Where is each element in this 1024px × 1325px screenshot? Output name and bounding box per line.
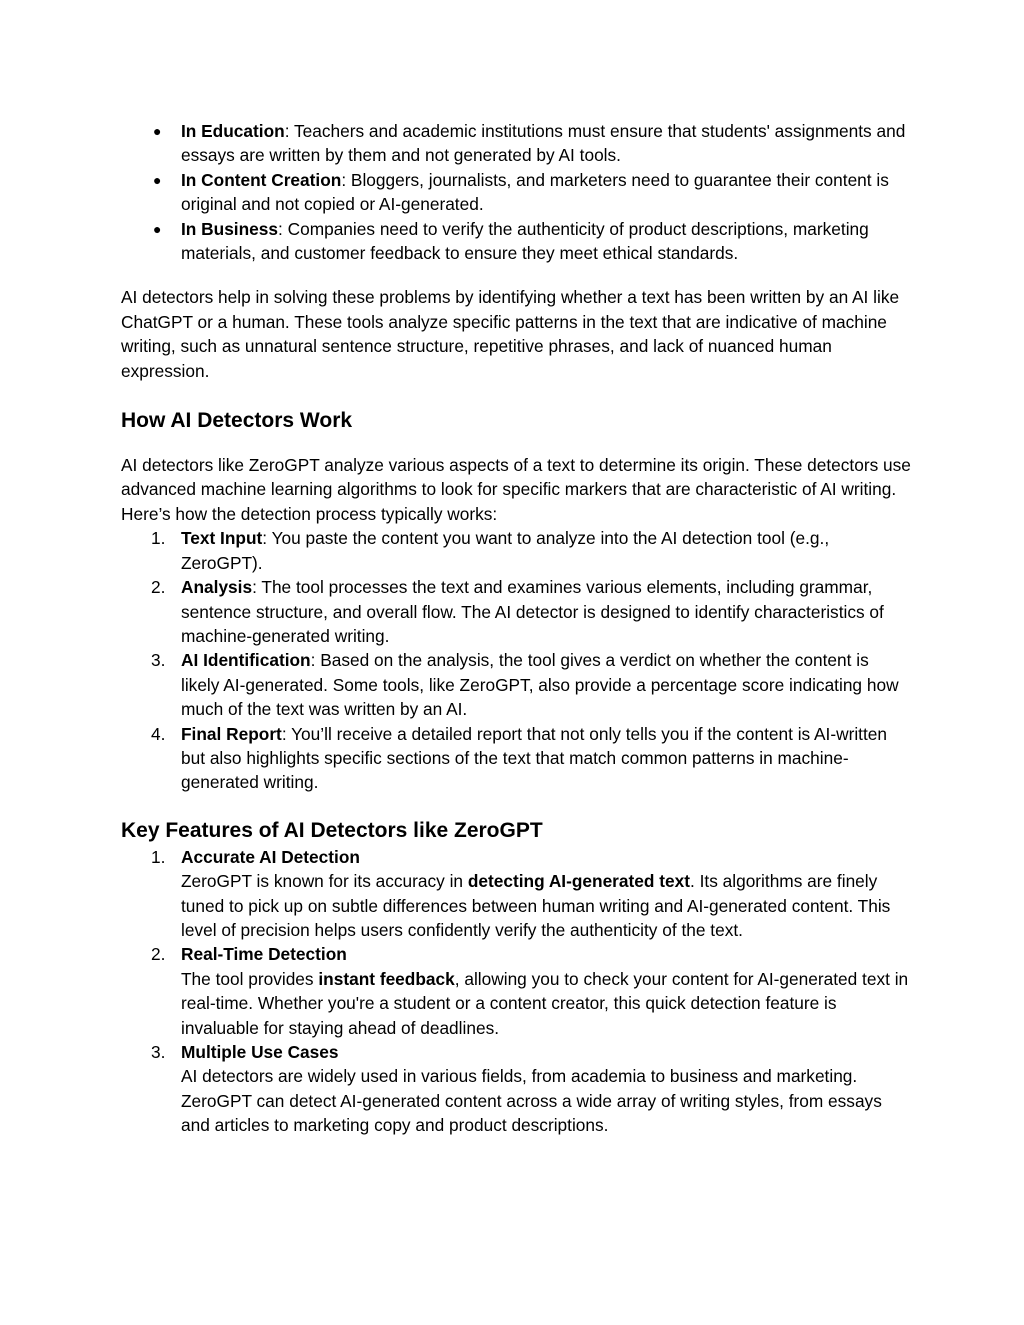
item-number: 1.: [151, 528, 166, 549]
list-item: [121, 119, 911, 168]
section-heading-how: How AI Detectors Work: [121, 409, 353, 433]
list-item: [121, 217, 911, 266]
item-text: : You paste the content you want to analyze into the AI detection tool (e.g., ZeroGPT).: [181, 528, 830, 573]
list-item: [121, 168, 911, 217]
list-item: [121, 942, 911, 1040]
item-number: 1.: [151, 846, 166, 867]
feature-text: . Its algorithms are finely tuned to pick up on subtle differences between human writing and AI-generated content. This level of precision helps users confidently verify the authenticity of the text.: [181, 871, 891, 940]
list-item: [121, 1040, 911, 1138]
feature-emphasis: detecting AI-generated text: [467, 871, 690, 892]
feature-title: Multiple Use Cases: [181, 1042, 339, 1062]
document-page: [121, 119, 911, 1138]
item-number: 2.: [151, 944, 166, 965]
feature-emphasis: instant feedback: [318, 968, 455, 989]
item-text: : Teachers and academic institutions must ensure that students' assignments and essays are written by them and not generated by AI tools.: [181, 121, 906, 166]
item-text: : Based on the analysis, the tool gives a verdict on whether the content is likely AI-generated. Some tools, like ZeroGPT, also provide a percentage score indicating how much of the text was written by an AI.: [181, 650, 899, 720]
item-term: In Content Creation: [181, 169, 342, 190]
bullet-icon: ●: [153, 123, 162, 139]
item-term: Final Report: [181, 723, 282, 744]
item-number: 2.: [151, 577, 166, 598]
features-list: [121, 845, 911, 1138]
list-item: [121, 575, 911, 648]
item-term: Text Input: [181, 528, 263, 549]
list-item: [121, 526, 911, 575]
feature-text: AI detectors are widely used in various fields, from academia to business and marketing. ZeroGPT can detect AI-generated content across a wide array of writing styles, from essays and articles to marketing copy and product descriptions.: [181, 1066, 882, 1136]
item-number: 4.: [151, 723, 166, 744]
feature-text: The tool provides: [181, 968, 319, 989]
feature-title: Real-Time Detection: [181, 944, 347, 965]
item-term: In Education: [181, 121, 285, 141]
item-text: : The tool processes the text and examines various elements, including grammar, sentence structure, and overall flow. The AI detector is designed to identify characteristics of machine-generated writing.: [181, 577, 884, 646]
intro-paragraph: AI detectors help in solving these problems by identifying whether a text has been written by an AI like ChatGPT or a human. These tools analyze specific patterns in the text that are indicative of machine writing, such as unnatural sentence structure, repetitive phrases, and lack of nuanced human expression.: [121, 287, 900, 381]
item-term: Analysis: [181, 577, 253, 598]
bullet-icon: ●: [153, 171, 162, 188]
section-heading-key-features: Key Features of AI Detectors like ZeroGPT: [121, 818, 543, 842]
use-case-list: [121, 119, 911, 265]
item-term: In Business: [181, 218, 278, 239]
item-text: : You’ll receive a detailed report that not only tells you if the content is AI-written but also highlights specific sections of the text that match common patterns in machine-generated writing.: [181, 723, 888, 793]
item-term: AI Identification: [181, 650, 311, 671]
item-number: 3.: [151, 1042, 166, 1062]
how-paragraph: AI detectors like ZeroGPT analyze various aspects of a text to determine its origin. These detectors use advanced machine learning algorithms to look for specific markers that are characteristic of AI writing. Here’s how the detection process typically works:: [121, 455, 911, 524]
item-number: 3.: [151, 650, 166, 671]
item-text: : Bloggers, journalists, and marketers need to guarantee their content is original and not copied or AI-generated.: [181, 169, 889, 215]
list-item: [121, 722, 911, 795]
feature-title: Accurate AI Detection: [181, 846, 360, 867]
list-item: [121, 845, 911, 943]
feature-text: ZeroGPT is known for its accuracy in: [181, 871, 468, 892]
bullet-icon: ●: [153, 220, 162, 237]
list-item: [121, 648, 911, 721]
feature-text: , allowing you to check your content for AI-generated text in real-time. Whether you're a student or a content creator, this quick detection feature is invaluable for staying ahead of deadlines.: [181, 968, 909, 1038]
process-steps-list: [121, 526, 911, 794]
item-text: : Companies need to verify the authenticity of product descriptions, marketing materials, and customer feedback to ensure they meet ethical standards.: [181, 218, 869, 264]
